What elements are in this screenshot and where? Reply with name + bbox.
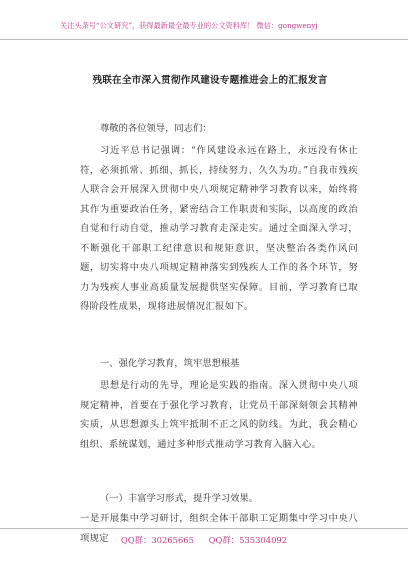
footer-qq-group-2: QQ群：535304092 [208, 535, 288, 545]
section-heading-1: 一、强化学习教育，筑牢思想根基 [100, 358, 240, 369]
page-header [0, 0, 408, 40]
document-title: 残联在全市深入贯彻作风建设专题推进会上的汇报发言 [92, 75, 328, 86]
salutation: 尊敬的各位领导，同志们： [100, 123, 212, 134]
subsection-1-paragraph: 一是开展集中学习研讨，组织全体干部职工定期集中学习中央八项规定 [80, 513, 358, 544]
footer-qq-groups [0, 534, 408, 546]
section-1-paragraph: 思想是行动的先导，理论是实践的指南。深入贯彻中央八项规定精神，首要在于强化学习教育，让党员干部深刻领会其精神实质，从思想源头上筑牢抵制不正之风的防线。为此，我会精心组织、系统谋划，通过多种形式推动学习教育入脑入心。 [80, 380, 358, 450]
header-promo-note: 关注头条号“公文研究”，获得最新最全最专业的公文资料库！ 微信：gongwenyj [60, 21, 318, 30]
intro-paragraph: 习近平总书记强调：“作风建设永远在路上，永远没有休止符，必须抓常、抓细、抓长，持续努力、久久为功。”自我市残疾人联合会开展深入贯彻中央八项规定精神学习教育以来，始终将其作为重要政治任务，紧密结合工作职责和实际，以高度的政治自觉和行动自觉，推动学习教育走深走实。通过全面深入学习，不断强化干部职工纪律意识和规矩意识，坚决整治各类作风问题，切实将中央八项规定精神落实到残疾人工作的各个环节，努力为残疾人事业高质量发展提供坚实保障。目前，学习教育已取得阶段性成果，现将进展情况汇报如下。 [80, 145, 358, 312]
subsection-heading-1: （一）丰富学习形式，提升学习效果。 [100, 493, 259, 504]
footer-qq-group-1: QQ群：30265665 [120, 535, 194, 545]
